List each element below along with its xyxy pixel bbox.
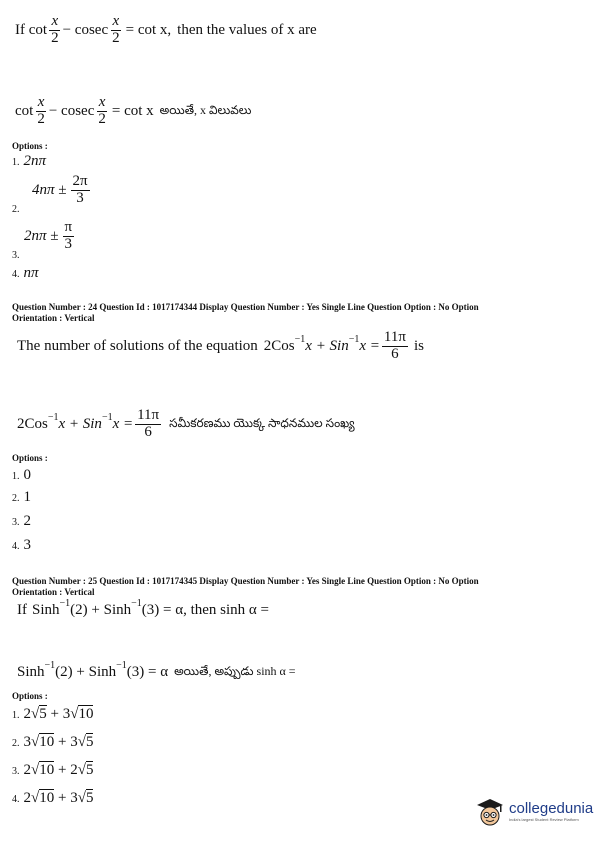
- q24-option-3[interactable]: 3. 2: [12, 513, 31, 529]
- q24-meta: Question Number : 24 Question Id : 1017174344 Display Question Number : Yes Single Line Question Option : No Option Orientation : Vertical: [12, 302, 479, 323]
- q25-option-1[interactable]: 1. 2√5 + 3√10: [12, 706, 94, 722]
- q23-fraction-1: $\frac{x}{2}$: [51, 13, 59, 46]
- q25-meta: Question Number : 25 Question Id : 1017174345 Display Question Number : Yes Single Line Question Option : No Option Orientation : Vertical: [12, 576, 479, 597]
- q25-option-4[interactable]: 4. 2√10 + 3√5: [12, 790, 94, 806]
- q24-options-label: Options :: [12, 453, 48, 463]
- q24-option-4[interactable]: 4. 3: [12, 537, 31, 553]
- q25-options-label: Options :: [12, 691, 48, 701]
- q23-option-4[interactable]: 4. nπ: [12, 265, 39, 281]
- student-mascot-icon: [474, 796, 506, 828]
- brand-tagline: India's largest Student Review Platform: [509, 817, 579, 822]
- collegedunia-logo: [474, 796, 593, 828]
- q23-english-question: If cot $\frac{x}{2}$ − cosec $\frac{x}{2}$ = cot x, then the values of x are: [15, 13, 317, 46]
- q23-option-3-fraction: $\frac{\pi}{3}$: [64, 219, 73, 252]
- q25-option-3[interactable]: 3. 2√10 + 2√5: [12, 762, 94, 778]
- q24-te-fraction: $\frac{11\pi}{6}$: [137, 407, 160, 440]
- q23-te-fraction-2: $\frac{x}{2}$: [98, 94, 106, 127]
- q24-english-question: The number of solutions of the equation 2Cos −1 x + Sin −1 x = $\frac{11\pi}{6}$ is: [17, 329, 424, 362]
- q23-telugu-question: cot $\frac{x}{2}$ − cosec $\frac{x}{2}$ = cot x అయితే, x విలువలు: [15, 94, 252, 127]
- q23-options-label: Options :: [12, 141, 48, 151]
- q23-option-2[interactable]: 4nπ ± $\frac{2\pi}{3}$ 2.: [12, 173, 88, 215]
- brand-name: collegedunia: [509, 800, 594, 817]
- q24-telugu-question: 2Cos −1 x + Sin −1 x = $\frac{11\pi}{6}$ సమీకరణము యొక్క సాధనముల సంఖ్య: [17, 407, 355, 440]
- q23-fraction-2: $\frac{x}{2}$: [112, 13, 120, 46]
- q23-option-3[interactable]: 2nπ ± $\frac{\pi}{3}$ 3.: [12, 219, 73, 261]
- q25-option-2[interactable]: 2. 3√10 + 3√5: [12, 734, 94, 750]
- q25-telugu-question: Sinh −1 (2) + Sinh −1 (3) = α అయితే, అప్పుడు sinh α =: [17, 660, 296, 680]
- q23-te-fraction-1: $\frac{x}{2}$: [37, 94, 45, 127]
- q23-en-prefix: If cot: [15, 21, 48, 38]
- q23-option-2-fraction: $\frac{2\pi}{3}$: [72, 173, 88, 206]
- q24-option-1[interactable]: 1. 0: [12, 467, 31, 483]
- q25-english-question: If Sinh −1 (2) + Sinh −1 (3) = α , then sinh α =: [17, 598, 269, 618]
- q24-fraction: $\frac{11\pi}{6}$: [383, 329, 406, 362]
- q24-option-2[interactable]: 2. 1: [12, 489, 31, 505]
- q23-option-1[interactable]: 1. 2nπ: [12, 153, 47, 169]
